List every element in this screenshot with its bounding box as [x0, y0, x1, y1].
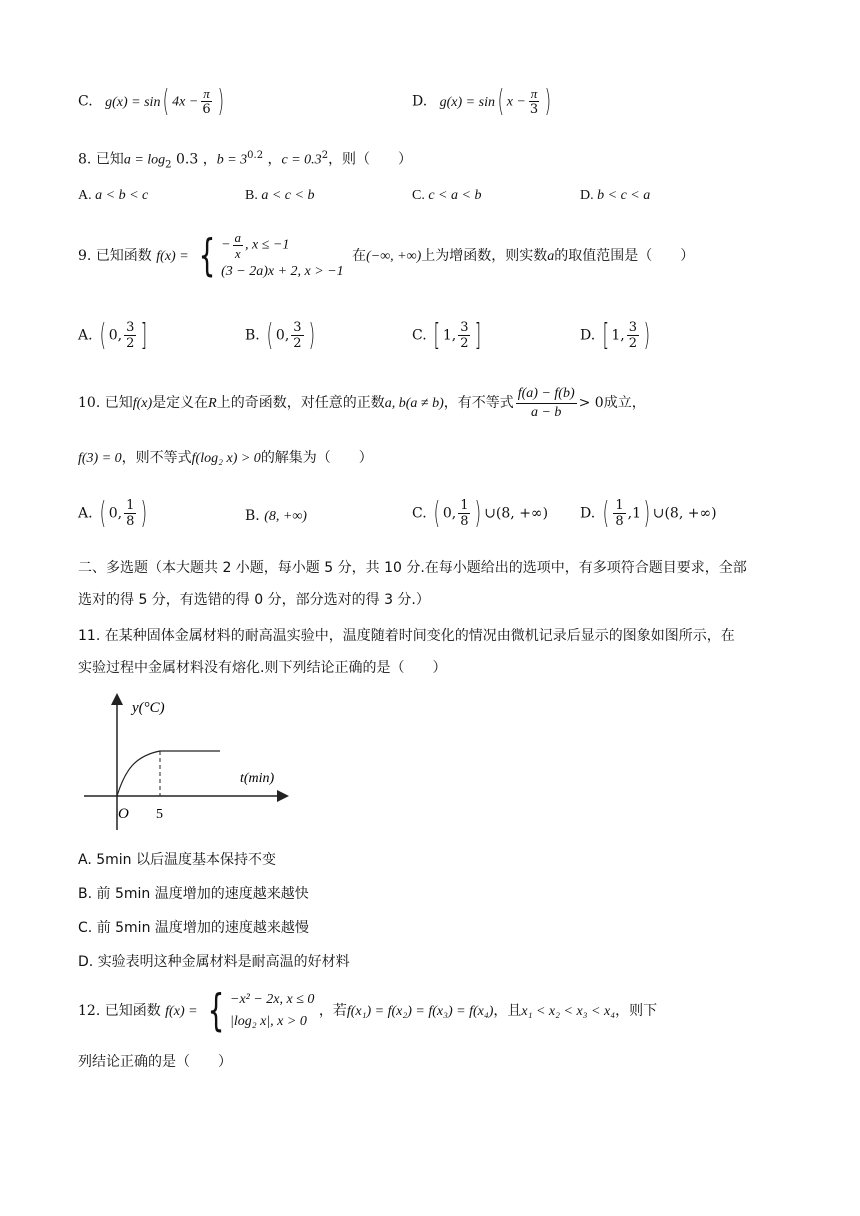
q11-option-b: B. 前 5min 温度增加的速度越来越快: [78, 886, 309, 902]
q12-stem-line2: 列结论正确的是（ ）: [78, 1054, 232, 1070]
option-inner: 4x −: [172, 94, 199, 110]
q9-option-a: A. ( 0, $\frac{3}{2}$ ]: [78, 317, 148, 353]
q7-option-c: C. g(x) = sin( 4x − $\frac{\pi}{6}$ ): [78, 83, 224, 119]
q10-option-c: C. ( 0, $\frac{1}{8}$ ) ∪(8, +∞): [412, 495, 549, 531]
section2-line2: 选对的得 5 分，有选错的得 0 分，部分选对的得 3 分.）: [78, 592, 430, 608]
q11-option-a: A. 5min 以后温度基本保持不变: [78, 852, 276, 868]
q10-stem-line1: 10. 已知f(x)是定义在R上的奇函数，对任意的正数a, b(a ≠ b)，有不等式 $\frac{f(a) - f(b)}{a - b}$ > 0成立，: [78, 385, 646, 420]
q8-option-a: A. a < b < c: [78, 188, 149, 203]
q9-option-d: D. [ 1, $\frac{3}{2}$ ): [580, 317, 651, 353]
q9-option-c: C. [ 1, $\frac{3}{2}$ ]: [412, 317, 482, 353]
y-axis-label: y(°C): [132, 700, 165, 716]
q9-stem: 9. 已知函数 f(x) = { − $\frac{a}{x}$ , x ≤ −1 (3 − 2a)x + 2, x > −1 在(−∞, +∞)上为增函数，则实数a的取值范围是（ ）: [78, 229, 695, 281]
q8-option-b: B. a < c < b: [245, 188, 315, 203]
option-letter: D.: [412, 93, 428, 110]
option-letter: C.: [78, 93, 93, 110]
q11-stem-line1: 11. 在某种固体金属材料的耐高温实验中，温度随着时间变化的情况由微机记录后显示的图象如图所示，在: [78, 628, 735, 644]
fraction: $\frac{\pi}{6}$: [202, 86, 211, 117]
piecewise-brace: { − $\frac{a}{x}$ , x ≤ −1 (3 − 2a)x + 2, x > −1: [198, 229, 344, 281]
tick-label: 5: [156, 807, 163, 822]
q10-option-d: D. ( $\frac{1}{8}$ ,1) ∪(8, +∞): [580, 495, 717, 531]
q9-option-b: B. ( 0, $\frac{3}{2}$ ): [245, 317, 315, 353]
origin-label: O: [118, 806, 129, 822]
temperature-graph: [80, 690, 290, 830]
piecewise-brace: { −x² − 2x, x ≤ 0 |log₂ x|, x > 0: [207, 985, 315, 1036]
q11-stem-line2: 实验过程中金属材料没有熔化.则下列结论正确的是（ ）: [78, 660, 447, 676]
q12-stem-line1: 12. 已知函数 f(x) = { −x² − 2x, x ≤ 0 |log₂ x|, x > 0 ，若f(x₁) = f(x₂) = f(x₃) = f(x₄)，且x₁ < x₂ < x₃ < x₄，则下: [78, 985, 658, 1036]
q8-stem: 8. 已知$a = \log_2 0.3$ ，$b = 3^{0.2}$ ，$c = 0.3^2$，则（ ）: [78, 150, 413, 171]
q11-option-d: D. 实验表明这种金属材料是耐高温的好材料: [78, 954, 350, 970]
q10-option-a: A. ( 0, $\frac{1}{8}$ ): [78, 495, 148, 531]
option-expr: g(x) = sin: [439, 94, 495, 110]
temperature-curve: [117, 751, 220, 796]
option-inner: x −: [506, 94, 526, 110]
q10-option-b: B. (8, +∞): [245, 508, 307, 524]
q11-option-c: C. 前 5min 温度增加的速度越来越慢: [78, 920, 309, 936]
fraction: $\frac{\pi}{3}$: [529, 86, 539, 117]
q10-stem-line2: f(3) = 0，则不等式f(log₂ x) > 0的解集为（ ）: [78, 450, 373, 466]
q8-option-c: C. c < a < b: [412, 188, 482, 203]
section2-line1: 二、多选题（本大题共 2 小题，每小题 5 分，共 10 分.在每小题给出的选项中，有多项符合题目要求，全部: [78, 560, 747, 576]
q7-option-d: D. g(x) = sin( x − $\frac{\pi}{3}$ ): [412, 83, 552, 119]
x-axis-label: t(min): [240, 771, 275, 786]
q8-option-d: D. b < c < a: [580, 188, 651, 203]
option-expr: g(x) = sin: [105, 94, 161, 110]
